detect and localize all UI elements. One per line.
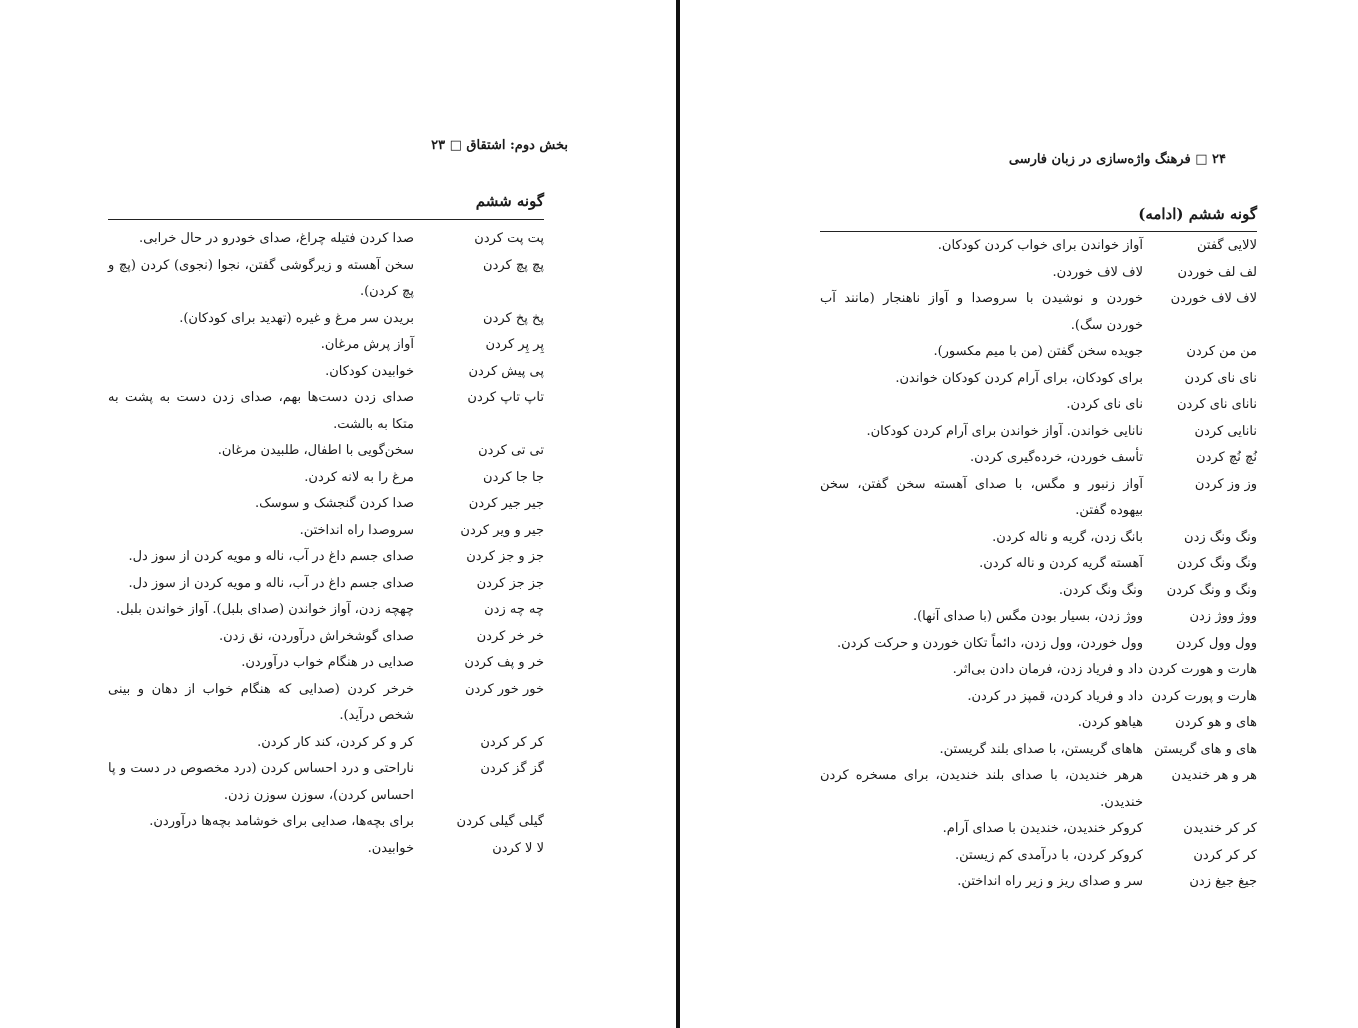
entry-list xyxy=(820,233,1257,896)
entry-definition: سخن‌گویی با اطفال، طلبیدن مرغان. xyxy=(217,443,414,458)
entry-term: پی پیش کردن xyxy=(468,363,544,379)
entry-row xyxy=(108,226,544,253)
entry-term: هر و هر خندیدن xyxy=(1171,768,1257,783)
entry-row xyxy=(108,597,544,624)
entry-row xyxy=(108,438,544,465)
entry-definition: تأسف خوردن، خرده‌گیری کردن. xyxy=(970,450,1143,465)
entry-definition: هاهای گریستن، با صدای بلند گریستن. xyxy=(939,741,1143,757)
entry-definition: آواز زنبور و مگس، با صدای آهسته سخن گفتن، سخن بیهوده گفتن. xyxy=(820,476,1143,518)
entry-row xyxy=(108,253,544,306)
entry-definition: نانایی خواندن. آواز خواندن برای آرام کردن کودکان. xyxy=(866,423,1143,439)
entry-definition: کروکر خندیدن، خندیدن با صدای آرام. xyxy=(942,821,1143,836)
entry-definition: صدا کردن گنجشک و سوسک. xyxy=(255,496,414,511)
entry-row xyxy=(820,631,1257,658)
entry-term: جیغ جیغ زدن xyxy=(1189,874,1257,889)
entry-row xyxy=(820,392,1257,419)
entry-row xyxy=(820,816,1257,843)
entry-term: نانای نای کردن xyxy=(1176,397,1257,412)
entry-term: کر کر کردن xyxy=(1193,847,1257,863)
section-title: گونه ششم xyxy=(475,192,544,210)
entry-definition: هیاهو کردن. xyxy=(1077,715,1143,730)
entry-definition: لاف لاف خوردن. xyxy=(1052,264,1143,280)
entry-term: ونگ ونگ کردن xyxy=(1176,556,1257,571)
entry-row xyxy=(820,843,1257,870)
entry-row xyxy=(820,260,1257,287)
entry-definition: هرهر خندیدن، با صدای بلند خندیدن، برای مسخره کردن خندیدن. xyxy=(820,768,1143,810)
entry-row xyxy=(108,306,544,333)
entry-definition: داد و فریاد کردن، قمپز در کردن. xyxy=(967,688,1143,704)
entry-row xyxy=(108,544,544,571)
entry-term: کر کر خندیدن xyxy=(1183,821,1257,836)
entry-row xyxy=(820,684,1257,711)
entry-row xyxy=(108,571,544,598)
entry-definition: صدایی در هنگام خواب درآوردن. xyxy=(241,655,414,670)
entry-term: گز گز کردن xyxy=(480,761,544,776)
entry-row xyxy=(108,756,544,809)
entry-definition: کر و کر کردن، کند کار کردن. xyxy=(257,734,414,750)
entry-term: گیلی گیلی کردن xyxy=(456,814,544,829)
entry-term: جیر و ویر کردن xyxy=(460,522,544,538)
entry-row xyxy=(108,332,544,359)
entry-row xyxy=(108,518,544,545)
entry-term: جز و جز کردن xyxy=(466,549,544,564)
entry-definition: برای بچه‌ها، صدایی برای خوشامد بچه‌ها درآوردن. xyxy=(149,814,414,829)
entry-definition: خوردن و نوشیدن با سروصدا و آواز ناهنجار (مانند آب خوردن سگ). xyxy=(820,291,1143,333)
entry-term: چه چه زدن xyxy=(484,602,544,617)
entry-term: لف لف خوردن xyxy=(1177,264,1257,280)
entry-definition: بریدن سر مرغ و غیره (تهدید برای کودکان). xyxy=(179,310,414,326)
entry-row xyxy=(108,624,544,651)
entry-definition: داد و فریاد زدن، فرمان دادن بی‌اثر. xyxy=(952,662,1143,677)
entry-term: پت پت کردن xyxy=(474,231,544,246)
entry-row xyxy=(108,385,544,438)
entry-row xyxy=(820,869,1257,896)
entry-definition: سر و صدای ریز و زیر راه انداختن. xyxy=(957,874,1143,889)
entry-term: لا لا کردن xyxy=(492,840,544,856)
entry-row xyxy=(108,677,544,730)
entry-row xyxy=(820,763,1257,816)
entry-term: هارت و پورت کردن xyxy=(1151,688,1257,704)
entry-term: تی تی کردن xyxy=(478,443,544,458)
entry-definition: سروصدا راه انداختن. xyxy=(299,522,414,538)
entry-row xyxy=(820,286,1257,339)
entry-term: وول وول کردن xyxy=(1176,635,1257,651)
entry-row xyxy=(820,657,1257,684)
entry-definition: سخن آهسته و زیرگوشی گفتن، نجوا (نجوی) کردن (پچ و پچ کردن). xyxy=(108,257,414,299)
entry-definition: نای نای کردن. xyxy=(1066,397,1143,412)
entry-term: نای نای کردن xyxy=(1184,370,1257,386)
entry-definition: بانگ زدن، گریه و ناله کردن. xyxy=(992,529,1143,545)
entry-term: خر و پف کردن xyxy=(464,655,544,670)
entry-term: نانایی کردن xyxy=(1194,423,1257,439)
entry-term: من من کردن xyxy=(1186,344,1257,359)
entry-row xyxy=(820,551,1257,578)
entry-term: وز وز کردن xyxy=(1194,476,1257,492)
entry-row xyxy=(820,445,1257,472)
entry-row xyxy=(108,809,544,836)
entry-row xyxy=(820,525,1257,552)
entry-row xyxy=(108,650,544,677)
entry-row xyxy=(108,730,544,757)
entry-row xyxy=(820,233,1257,260)
section-rule xyxy=(108,219,544,220)
entry-definition: ووژ زدن، بسیار بودن مگس (با صدای آنها). xyxy=(912,609,1143,624)
entry-row xyxy=(820,472,1257,525)
entry-term: پخ پخ کردن xyxy=(483,310,544,326)
entry-definition: صدای زدن دست‌ها بهم، صدای زدن دست به پشت به متکا به بالشت. xyxy=(108,390,414,432)
entry-definition: آهسته گریه کردن و ناله کردن. xyxy=(979,556,1143,571)
entry-definition: ناراحتی و درد احساس کردن (درد مخصوص در دست و پا احساس کردن)، سوزن سوزن زدن. xyxy=(108,761,414,803)
entry-list xyxy=(108,226,544,862)
entry-row xyxy=(108,359,544,386)
entry-row xyxy=(820,578,1257,605)
entry-term: تاپ تاپ کردن xyxy=(467,390,544,405)
entry-row xyxy=(820,339,1257,366)
running-head: ۲۴ □ فرهنگ واژه‌سازی در زبان فارسی xyxy=(1008,152,1226,167)
entry-term: لاف لاف خوردن xyxy=(1170,291,1257,306)
entry-term: های و هو کردن xyxy=(1175,715,1257,730)
entry-term: خور خور کردن xyxy=(464,681,544,697)
entry-definition: صدا کردن فتیله چراغ، صدای خودرو در حال خرابی. xyxy=(139,231,414,246)
right-page xyxy=(680,0,1358,1028)
entry-row xyxy=(108,836,544,863)
entry-definition: صدای جسم داغ در آب، ناله و مویه کردن از سوز دل. xyxy=(128,575,414,591)
section-rule xyxy=(820,231,1257,232)
entry-term: پچ پچ کردن xyxy=(483,257,544,273)
entry-definition: چهچه زدن، آواز خواندن (صدای بلبل). آواز خواندن بلبل. xyxy=(116,602,414,617)
entry-term: جا جا کردن xyxy=(483,469,544,485)
entry-term: جز جز کردن xyxy=(476,575,544,591)
entry-term: پِر پِر کردن xyxy=(485,337,544,352)
entry-term: لالایی گفتن xyxy=(1197,238,1257,253)
entry-row xyxy=(820,604,1257,631)
entry-term: ونگ و ونگ کردن xyxy=(1166,582,1257,598)
entry-row xyxy=(820,419,1257,446)
entry-definition: صدای جسم داغ در آب، ناله و مویه کردن از سوز دل. xyxy=(128,549,414,564)
entry-definition: ونگ ونگ کردن. xyxy=(1058,582,1143,598)
entry-definition: صدای گوشخراش درآوردن، نق زدن. xyxy=(219,628,414,644)
entry-term: ووژ ووژ زدن xyxy=(1189,609,1257,624)
entry-definition: جویده سخن گفتن (من با میم مکسور). xyxy=(933,344,1143,359)
entry-term: ونگ ونگ زدن xyxy=(1184,529,1257,545)
entry-term: های و های گریستن xyxy=(1153,741,1257,757)
entry-row xyxy=(108,491,544,518)
entry-term: جیر جیر کردن xyxy=(468,496,544,511)
entry-term: کر کر کردن xyxy=(480,734,544,750)
entry-term: خر خر کردن xyxy=(476,628,544,644)
entry-definition: وول خوردن، وول زدن، دائماً تکان خوردن و حرکت کردن. xyxy=(836,635,1143,651)
entry-definition: مرغ را به لانه کردن. xyxy=(304,469,414,485)
entry-row xyxy=(820,737,1257,764)
section-title: گونه ششم (ادامه) xyxy=(1138,205,1257,223)
entry-row xyxy=(108,465,544,492)
entry-definition: آواز خواندن برای خواب کردن کودکان. xyxy=(937,238,1143,253)
entry-definition: برای کودکان، برای آرام کردن کودکان خواندن. xyxy=(895,370,1143,386)
entry-row xyxy=(820,366,1257,393)
left-page xyxy=(0,0,676,1028)
entry-definition: خرخر کردن (صدایی که هنگام خواب از دهان و بینی شخص درآید). xyxy=(108,681,414,723)
running-head: بخش دوم: اشتقاق □ ۲۳ xyxy=(431,138,568,153)
entry-definition: کروکر کردن، با درآمدی کم زیستن. xyxy=(954,847,1143,863)
entry-term: هارت و هورت کردن xyxy=(1148,662,1257,677)
entry-definition: آواز پرش مرغان. xyxy=(320,337,414,352)
entry-definition: خوابیدن کودکان. xyxy=(325,363,414,379)
entry-row xyxy=(820,710,1257,737)
entry-term: نُچ نُچ کردن xyxy=(1196,450,1257,465)
entry-definition: خوابیدن. xyxy=(367,840,414,856)
